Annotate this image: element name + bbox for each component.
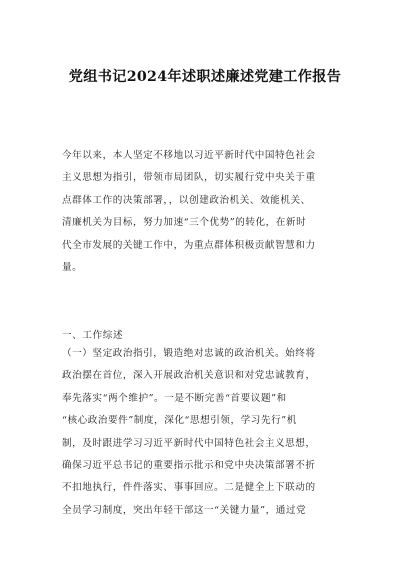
paragraph-line: 主义思想为指引，带领市局团队，切实履行党中央关于重 bbox=[62, 172, 316, 184]
paragraph-line: 奉先落实“两个维护”。一是不断完善“首要议题”和 bbox=[62, 392, 287, 404]
paragraph-line: 量。 bbox=[62, 262, 83, 274]
section-heading: 一、工作综述 bbox=[62, 330, 124, 341]
document-title: 党组书记2024年述职述廉述党建工作报告 bbox=[68, 69, 342, 85]
paragraph-line: （一）坚定政治指引，锻造绝对忠诚的政治机关。始终将 bbox=[62, 348, 316, 359]
paragraph-line: 不扣地执行，件件落实、事事回应。二是健全上下联动的 bbox=[62, 482, 316, 494]
paragraph-line: 确保习近平总书记的重要指示批示和党中央决策部署不折 bbox=[62, 460, 316, 472]
paragraph-line: 制，及时跟进学习习近平新时代中国特色社会主义思想， bbox=[62, 437, 316, 449]
paragraph-line: 全员学习制度，突出年轻干部这一“关键力量”，通过党 bbox=[62, 504, 307, 516]
paragraph-line: 代全市发展的关键工作中，为重点群体积极贡献智慧和力 bbox=[62, 239, 316, 251]
paragraph-line: 今年以来，本人坚定不移地以习近平新时代中国特色社会 bbox=[62, 150, 316, 161]
paragraph-line: 清廉机关为目标，努力加速“三个优势”的转化，在新时 bbox=[62, 217, 307, 229]
paragraph-line: 政治摆在首位，深入开展政治机关意识和对党忠诚教育， bbox=[62, 370, 316, 382]
paragraph-line: “核心政治要件”制度，深化“思想引领，学习先行”机 bbox=[62, 415, 297, 427]
paragraph-line: 点群体工作的决策部署，，以创建政治机关、效能机关、 bbox=[62, 194, 311, 206]
intro-paragraph bbox=[62, 145, 352, 279]
section-paragraph bbox=[62, 343, 352, 522]
